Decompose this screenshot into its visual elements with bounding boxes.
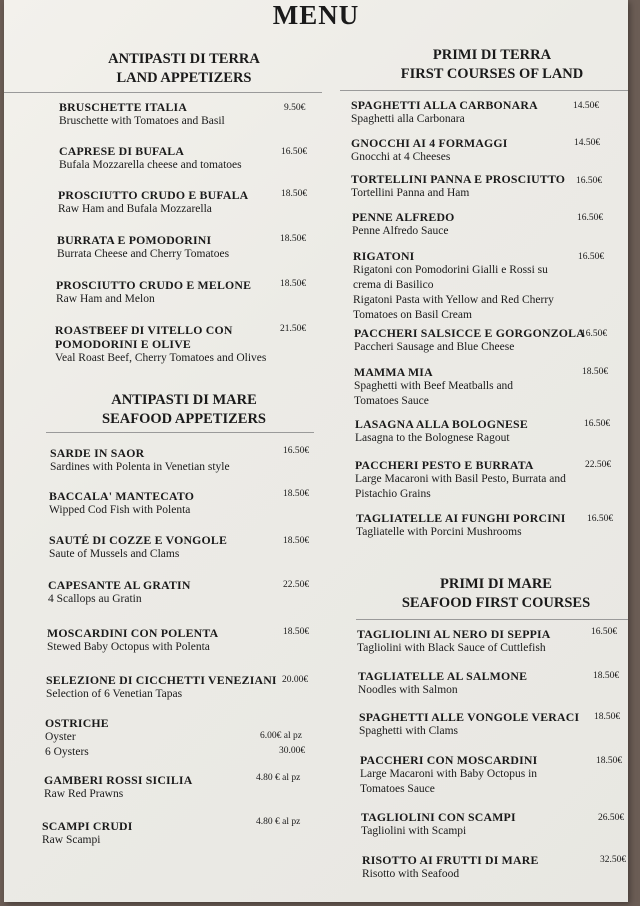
item-price: 18.50€ xyxy=(596,756,623,766)
item-price: 21.50€ xyxy=(280,324,307,334)
item-price: 16.50€ xyxy=(281,147,308,157)
item-name: ROASTBEEF DI VITELLO CON xyxy=(55,323,233,337)
menu-item xyxy=(351,136,571,165)
menu-item xyxy=(55,323,305,366)
item-price: 6.00€ al pz xyxy=(260,731,302,741)
item-desc: Spaghetti with Beef Meatballs and xyxy=(354,380,514,392)
menu-item xyxy=(56,278,306,307)
section-title-italian: ANTIPASTI DI MARE xyxy=(111,392,257,408)
item-price: 16.50€ xyxy=(581,329,608,339)
item-name: PENNE ALFREDO xyxy=(352,210,455,224)
item-desc: Wipped Cod Fish with Polenta xyxy=(49,504,191,516)
item-price: 18.50€ xyxy=(582,367,609,377)
item-price: 22.50€ xyxy=(585,460,612,470)
menu-item xyxy=(360,753,592,797)
item-desc: Lasagna to the Bolognese Ragout xyxy=(355,432,510,444)
section-title-english: LAND APPETIZERS xyxy=(116,70,252,86)
item-price: 14.50€ xyxy=(574,138,601,148)
item-desc: Pistachio Grains xyxy=(355,488,431,500)
item-price: 18.50€ xyxy=(283,489,310,499)
item-name: SAUTÉ DI COZZE E VONGOLE xyxy=(49,533,228,547)
menu-item xyxy=(42,819,242,848)
menu-item xyxy=(59,144,309,173)
item-price: 16.50€ xyxy=(591,627,618,637)
item-desc: Raw Red Prawns xyxy=(44,788,124,800)
item-name: PROSCIUTTO CRUDO E BUFALA xyxy=(58,188,249,202)
item-desc: Saute of Mussels and Clams xyxy=(49,548,180,560)
menu-item xyxy=(354,326,585,355)
item-desc: Risotto with Seafood xyxy=(362,868,460,880)
item-price: 16.50€ xyxy=(578,252,605,262)
divider xyxy=(4,92,322,93)
item-name: SARDE IN SAOR xyxy=(50,446,145,460)
menu-item xyxy=(356,511,588,540)
item-price: 4.80 € al pz xyxy=(256,773,301,783)
item-price: 18.50€ xyxy=(283,536,310,546)
menu-item xyxy=(351,98,571,127)
item-price: 9.50€ xyxy=(284,103,306,113)
section-header-seafood-appetizers xyxy=(64,391,304,429)
item-price: 4.80 € al pz xyxy=(256,817,301,827)
section-header-land-appetizers xyxy=(64,50,304,88)
item-desc: Burrata Cheese and Cherry Tomatoes xyxy=(57,248,230,260)
item-price: 20.00€ xyxy=(282,675,309,685)
item-desc: Veal Roast Beef, Cherry Tomatoes and Olives xyxy=(55,352,267,364)
menu-item xyxy=(362,853,594,882)
item-desc: Rigatoni Pasta with Yellow and Red Cherry xyxy=(353,294,554,306)
item-name: PACCHERI CON MOSCARDINI xyxy=(360,753,538,767)
menu-item xyxy=(58,188,308,217)
item-name: GNOCCHI AI 4 FORMAGGI xyxy=(351,136,508,150)
item-name: MOSCARDINI CON POLENTA xyxy=(47,626,219,640)
menu-item xyxy=(355,417,581,446)
item-desc: Stewed Baby Octopus with Polenta xyxy=(47,641,210,653)
item-name: SCAMPI CRUDI xyxy=(42,819,133,833)
item-name: BURRATA E POMODORINI xyxy=(57,233,212,247)
menu-item xyxy=(358,669,590,698)
item-desc: Large Macaroni with Baby Octopus in xyxy=(360,768,538,780)
menu-item xyxy=(47,626,297,655)
item-name: PACCHERI SALSICCE E GORGONZOLA xyxy=(354,326,585,340)
item-name-line2: POMODORINI E OLIVE xyxy=(55,337,191,351)
item-name: TAGLIATELLE AI FUNGHI PORCINI xyxy=(356,511,566,525)
item-desc: Large Macaroni with Basil Pesto, Burrata and xyxy=(355,473,566,485)
item-desc: Tagliatelle with Porcini Mushrooms xyxy=(356,526,522,538)
item-name: SPAGHETTI ALLE VONGOLE VERACI xyxy=(359,710,580,724)
item-desc: Bruschette with Tomatoes and Basil xyxy=(59,115,225,127)
section-title-english: FIRST COURSES OF LAND xyxy=(400,66,584,82)
item-desc: Tagliolini with Black Sauce of Cuttlefish xyxy=(357,642,546,654)
item-desc: Oyster xyxy=(45,731,76,743)
item-price: 16.50€ xyxy=(576,176,603,186)
item-price: 16.50€ xyxy=(283,446,310,456)
item-desc: Tomatoes Sauce xyxy=(360,783,435,795)
menu-item xyxy=(48,578,298,607)
menu-item xyxy=(359,710,591,739)
menu-item xyxy=(354,365,580,409)
item-price: 30.00€ xyxy=(279,746,306,756)
item-name: OSTRICHE xyxy=(45,716,109,730)
item-price: 16.50€ xyxy=(584,419,611,429)
section-header-first-courses-land xyxy=(372,46,612,84)
item-desc: Spaghetti alla Carbonara xyxy=(351,113,465,125)
item-name: PROSCIUTTO CRUDO E MELONE xyxy=(56,278,252,292)
menu-item xyxy=(49,489,299,518)
item-desc: Tomatoes Sauce xyxy=(354,395,429,407)
item-name: TORTELLINI PANNA E PROSCIUTTO xyxy=(351,172,566,186)
item-price: 18.50€ xyxy=(281,189,308,199)
section-title-english: SEAFOOD APPETIZERS xyxy=(102,411,266,427)
item-price: 18.50€ xyxy=(594,712,621,722)
item-name: CAPESANTE AL GRATIN xyxy=(48,578,191,592)
menu-item xyxy=(357,627,589,656)
item-name: RIGATONI xyxy=(353,249,415,263)
divider xyxy=(46,432,314,433)
item-name: TAGLIOLINI CON SCAMPI xyxy=(361,810,516,824)
item-desc: Raw Scampi xyxy=(42,834,101,846)
item-name: PACCHERI PESTO E BURRATA xyxy=(355,458,534,472)
item-name: TAGLIATELLE AL SALMONE xyxy=(358,669,528,683)
divider xyxy=(356,619,628,620)
item-price: 32.50€ xyxy=(600,855,627,865)
item-name: CAPRESE DI BUFALA xyxy=(59,144,185,158)
item-name: SPAGHETTI ALLA CARBONARA xyxy=(351,98,538,112)
menu-item xyxy=(351,172,571,201)
menu-item xyxy=(352,210,572,239)
item-name: SELEZIONE DI CICCHETTI VENEZIANI xyxy=(46,673,277,687)
item-desc: Penne Alfredo Sauce xyxy=(352,225,449,237)
menu-page xyxy=(4,0,628,902)
menu-title: MENU xyxy=(272,0,360,30)
item-price: 18.50€ xyxy=(593,671,620,681)
item-price: 16.50€ xyxy=(577,213,604,223)
item-price: 26.50€ xyxy=(598,813,625,823)
menu-item xyxy=(57,233,307,262)
item-desc: 4 Scallops au Gratin xyxy=(48,593,142,605)
item-desc: Spaghetti with Clams xyxy=(359,725,459,737)
item-price: 18.50€ xyxy=(283,627,310,637)
item-price: 22.50€ xyxy=(283,580,310,590)
item-desc: Raw Ham and Bufala Mozzarella xyxy=(58,203,212,215)
item-price: 18.50€ xyxy=(280,234,307,244)
menu-item xyxy=(361,810,593,839)
item-price: 18.50€ xyxy=(280,279,307,289)
item-desc: Tomatoes on Basil Cream xyxy=(353,309,472,321)
item-desc: Paccheri Sausage and Blue Cheese xyxy=(354,341,515,353)
item-desc: Rigatoni con Pomodorini Gialli e Rossi su xyxy=(353,264,548,276)
item-desc: Raw Ham and Melon xyxy=(56,293,155,305)
item-desc: Tortellini Panna and Ham xyxy=(351,187,470,199)
menu-item xyxy=(355,458,587,502)
menu-item xyxy=(45,716,245,760)
item-name: BACCALA' MANTECATO xyxy=(49,489,195,503)
item-price: 14.50€ xyxy=(573,101,600,111)
item-desc: 6 Oysters xyxy=(45,746,89,758)
menu-item xyxy=(44,773,244,802)
menu-item xyxy=(50,446,300,475)
item-name: TAGLIOLINI AL NERO DI SEPPIA xyxy=(357,627,551,641)
section-header-seafood-first-courses xyxy=(376,575,616,613)
item-desc: crema di Basilico xyxy=(353,279,434,291)
menu-item xyxy=(46,673,296,702)
section-title-english: SEAFOOD FIRST COURSES xyxy=(401,595,591,611)
item-desc: Gnocchi at 4 Cheeses xyxy=(351,151,451,163)
section-title-italian: ANTIPASTI DI TERRA xyxy=(108,51,260,67)
item-desc: Bufala Mozzarella cheese and tomatoes xyxy=(59,159,242,171)
menu-item xyxy=(49,533,299,562)
item-desc: Sardines with Polenta in Venetian style xyxy=(50,461,230,473)
menu-item xyxy=(353,249,579,323)
item-price: 16.50€ xyxy=(587,514,614,524)
divider xyxy=(340,90,628,91)
item-name: BRUSCHETTE ITALIA xyxy=(59,100,188,114)
item-desc: Noodles with Salmon xyxy=(358,684,458,696)
section-title-italian: PRIMI DI MARE xyxy=(440,576,552,592)
item-desc: Selection of 6 Venetian Tapas xyxy=(46,688,183,700)
item-name: LASAGNA ALLA BOLOGNESE xyxy=(355,417,528,431)
item-name: MAMMA MIA xyxy=(354,365,433,379)
menu-item xyxy=(59,100,309,129)
item-name: RISOTTO AI FRUTTI DI MARE xyxy=(362,853,539,867)
section-title-italian: PRIMI DI TERRA xyxy=(432,47,552,63)
item-name: GAMBERI ROSSI SICILIA xyxy=(44,773,193,787)
item-desc: Tagliolini with Scampi xyxy=(361,825,467,837)
